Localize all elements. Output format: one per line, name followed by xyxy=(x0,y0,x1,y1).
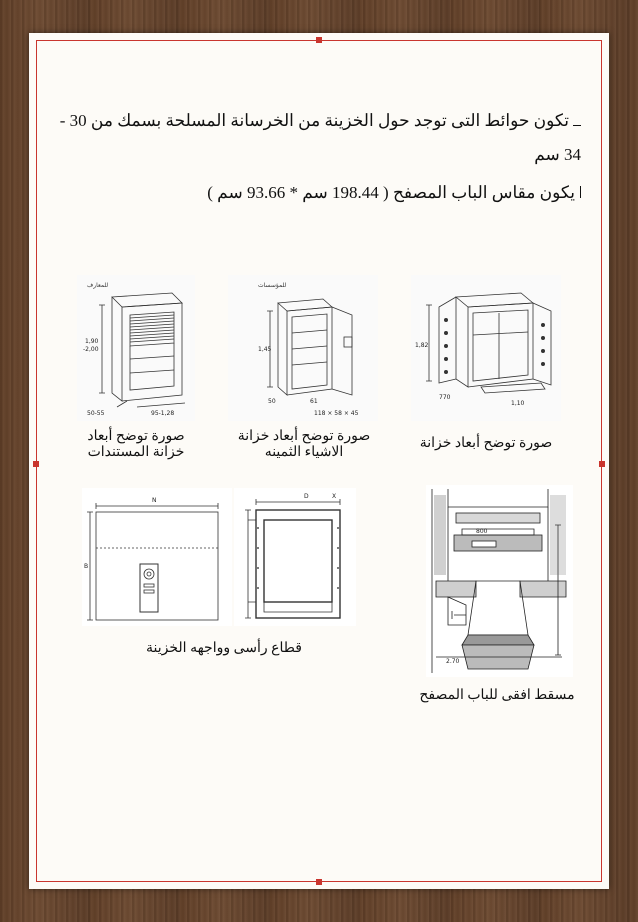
bullet-marker xyxy=(579,186,581,198)
frame-ornament xyxy=(599,461,605,467)
vertical-section-side-image xyxy=(234,488,356,626)
svg-text:D: D xyxy=(304,493,309,500)
vertical-section-caption: قطاع رأسى وواجهه الخزينة xyxy=(146,641,302,656)
frame-ornament xyxy=(316,37,322,43)
documents-safe-image xyxy=(77,275,195,421)
svg-text:50: 50 xyxy=(268,398,276,405)
door-plan-caption: مسقط افقى للباب المصفح xyxy=(419,688,575,703)
safe-image xyxy=(411,275,561,421)
svg-text:2.70: 2.70 xyxy=(446,658,460,665)
door-plan-image xyxy=(426,485,573,677)
vertical-section-front-image xyxy=(82,488,232,626)
svg-text:770: 770 xyxy=(439,394,451,401)
frame-ornament xyxy=(316,879,322,885)
paragraph-line xyxy=(207,183,581,203)
wall-thickness-text: تكون حوائط التى توجد حول الخزينة من الخرسانة المسلحة بسمك من 30 - xyxy=(59,111,569,130)
document-page xyxy=(29,33,609,889)
svg-text:X: X xyxy=(332,493,337,500)
bullet-marker xyxy=(573,114,581,126)
svg-text:1,10: 1,10 xyxy=(511,400,525,407)
svg-text:N: N xyxy=(152,497,157,504)
svg-text:1,90-2,00: 1,90 -2,00 xyxy=(83,338,99,353)
svg-text:B: B xyxy=(84,563,89,570)
svg-text:1,45: 1,45 xyxy=(258,346,272,353)
frame-ornament xyxy=(33,461,39,467)
svg-text:1,82: 1,82 xyxy=(415,342,429,349)
valuables-safe-caption: صورة توضح أبعاد خزانة الاشياء الثمينه xyxy=(237,429,371,460)
svg-text:61: 61 xyxy=(310,398,318,405)
svg-text:118 × 58 × 45: 118 × 58 × 45 xyxy=(314,410,359,417)
svg-text:95-1,28: 95-1,28 xyxy=(151,410,175,417)
corner-label: للمعارف xyxy=(87,282,109,289)
paragraph-line xyxy=(60,111,581,131)
page-border-frame xyxy=(36,40,602,882)
documents-safe-caption: صورة توضح أبعاد خزانة المستندات xyxy=(87,429,185,460)
safe-caption: صورة توضح أبعاد خزانة xyxy=(419,436,553,451)
valuables-safe-image xyxy=(228,275,378,421)
paragraph-line xyxy=(534,145,581,165)
svg-text:للمؤسسات: للمؤسسات xyxy=(258,282,287,289)
door-size-text: يكون مقاس الباب المصفح ( 198.44 سم * 93.66 سم ) xyxy=(207,183,575,202)
svg-text:50-55: 50-55 xyxy=(87,410,105,417)
wall-thickness-unit-text: 34 سم xyxy=(534,145,581,164)
svg-text:800: 800 xyxy=(476,528,488,535)
